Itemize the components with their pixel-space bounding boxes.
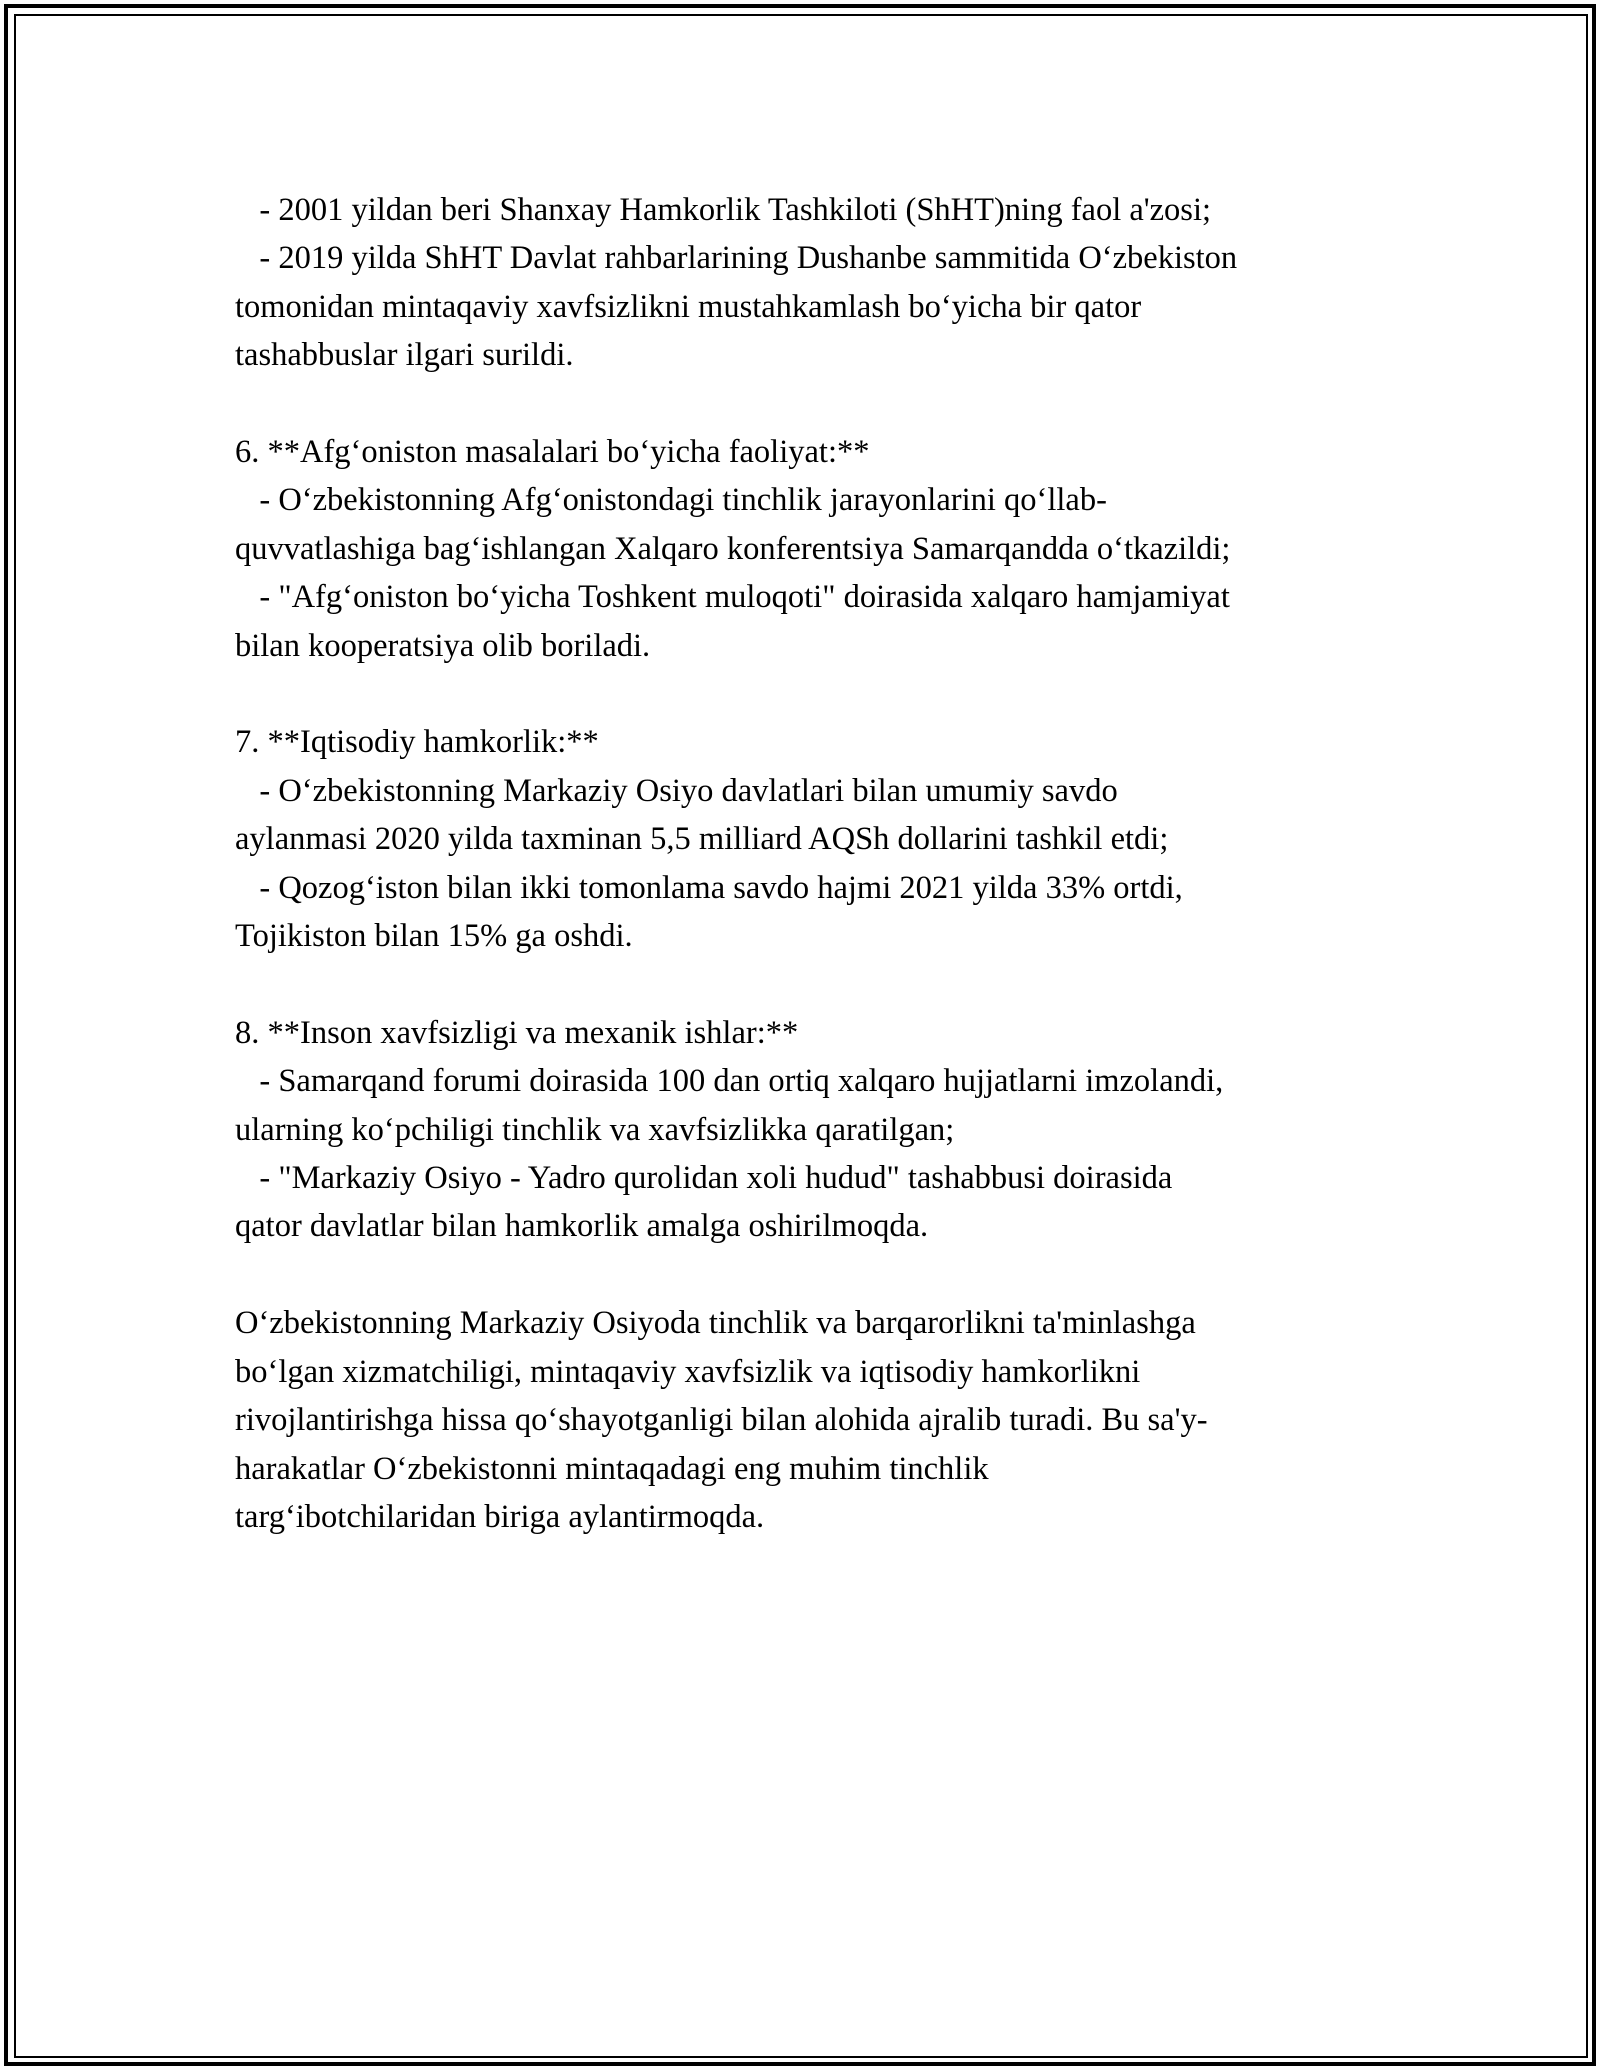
- text-line: - "Markaziy Osiyo - Yadro qurolidan xoli hudud" tashabbusi doirasida: [235, 1160, 1173, 1197]
- text-line: bilan kooperatsiya olib boriladi.: [235, 627, 651, 664]
- text-line: tomonidan mintaqaviy xavfsizlikni mustahkamlash bo‘yicha bir qator: [235, 288, 1142, 325]
- text-line: - Qozog‘iston bilan ikki tomonlama savdo hajmi 2021 yilda 33% ortdi,: [235, 869, 1183, 906]
- text-line: - O‘zbekistonning Afg‘onistondagi tinchlik jarayonlarini qo‘llab-: [235, 482, 1107, 519]
- text-line: ularning ko‘pchiligi tinchlik va xavfsizlikka qaratilgan;: [235, 1111, 955, 1148]
- text-line: aylanmasi 2020 yilda taxminan 5,5 milliard AQSh dollarini tashkil etdi;: [235, 821, 1169, 858]
- text-line: harakatlar O‘zbekistonni mintaqadagi eng muhim tinchlik: [235, 1450, 989, 1487]
- document-body: [235, 186, 1385, 1590]
- text-line: - O‘zbekistonning Markaziy Osiyo davlatlari bilan umumiy savdo: [235, 772, 1118, 809]
- section-heading: 7. **Iqtisodiy hamkorlik:**: [235, 724, 599, 761]
- text-line: - Samarqand forumi doirasida 100 dan ortiq xalqaro hujjatlarni imzolandi,: [235, 1063, 1224, 1100]
- paragraph-economic-cooperation: [235, 718, 1385, 960]
- paragraph-conclusion: [235, 1299, 1385, 1541]
- text-line: - "Afg‘oniston bo‘yicha Toshkent muloqoti" doirasida xalqaro hamjamiyat: [235, 579, 1230, 616]
- text-line: targ‘ibotchilaridan biriga aylantirmoqda.: [235, 1498, 765, 1535]
- paragraph-afghanistan: [235, 428, 1385, 670]
- paragraph-sco-membership: [235, 186, 1385, 380]
- text-line: rivojlantirishga hissa qo‘shayotganligi bilan alohida ajralib turadi. Bu sa'y-: [235, 1402, 1208, 1439]
- text-line: O‘zbekistonning Markaziy Osiyoda tinchlik va barqarorlikni ta'minlashga: [235, 1305, 1196, 1342]
- text-line: quvvatlashiga bag‘ishlangan Xalqaro konferentsiya Samarqandda o‘tkazildi;: [235, 530, 1231, 567]
- paragraph-human-security: [235, 1009, 1385, 1251]
- section-heading: 8. **Inson xavfsizligi va mexanik ishlar:**: [235, 1014, 799, 1051]
- text-line: - 2019 yilda ShHT Davlat rahbarlarining Dushanbe sammitida O‘zbekiston: [235, 240, 1238, 277]
- text-line: - 2001 yildan beri Shanxay Hamkorlik Tashkiloti (ShHT)ning faol a'zosi;: [235, 192, 1212, 228]
- text-line: tashabbuslar ilgari surildi.: [235, 337, 574, 374]
- text-line: bo‘lgan xizmatchiligi, mintaqaviy xavfsizlik va iqtisodiy hamkorlikni: [235, 1353, 1141, 1390]
- text-line: qator davlatlar bilan hamkorlik amalga oshirilmoqda.: [235, 1208, 929, 1245]
- section-heading: 6. **Afg‘oniston masalalari bo‘yicha faoliyat:**: [235, 434, 870, 471]
- text-line: Tojikiston bilan 15% ga oshdi.: [235, 918, 633, 955]
